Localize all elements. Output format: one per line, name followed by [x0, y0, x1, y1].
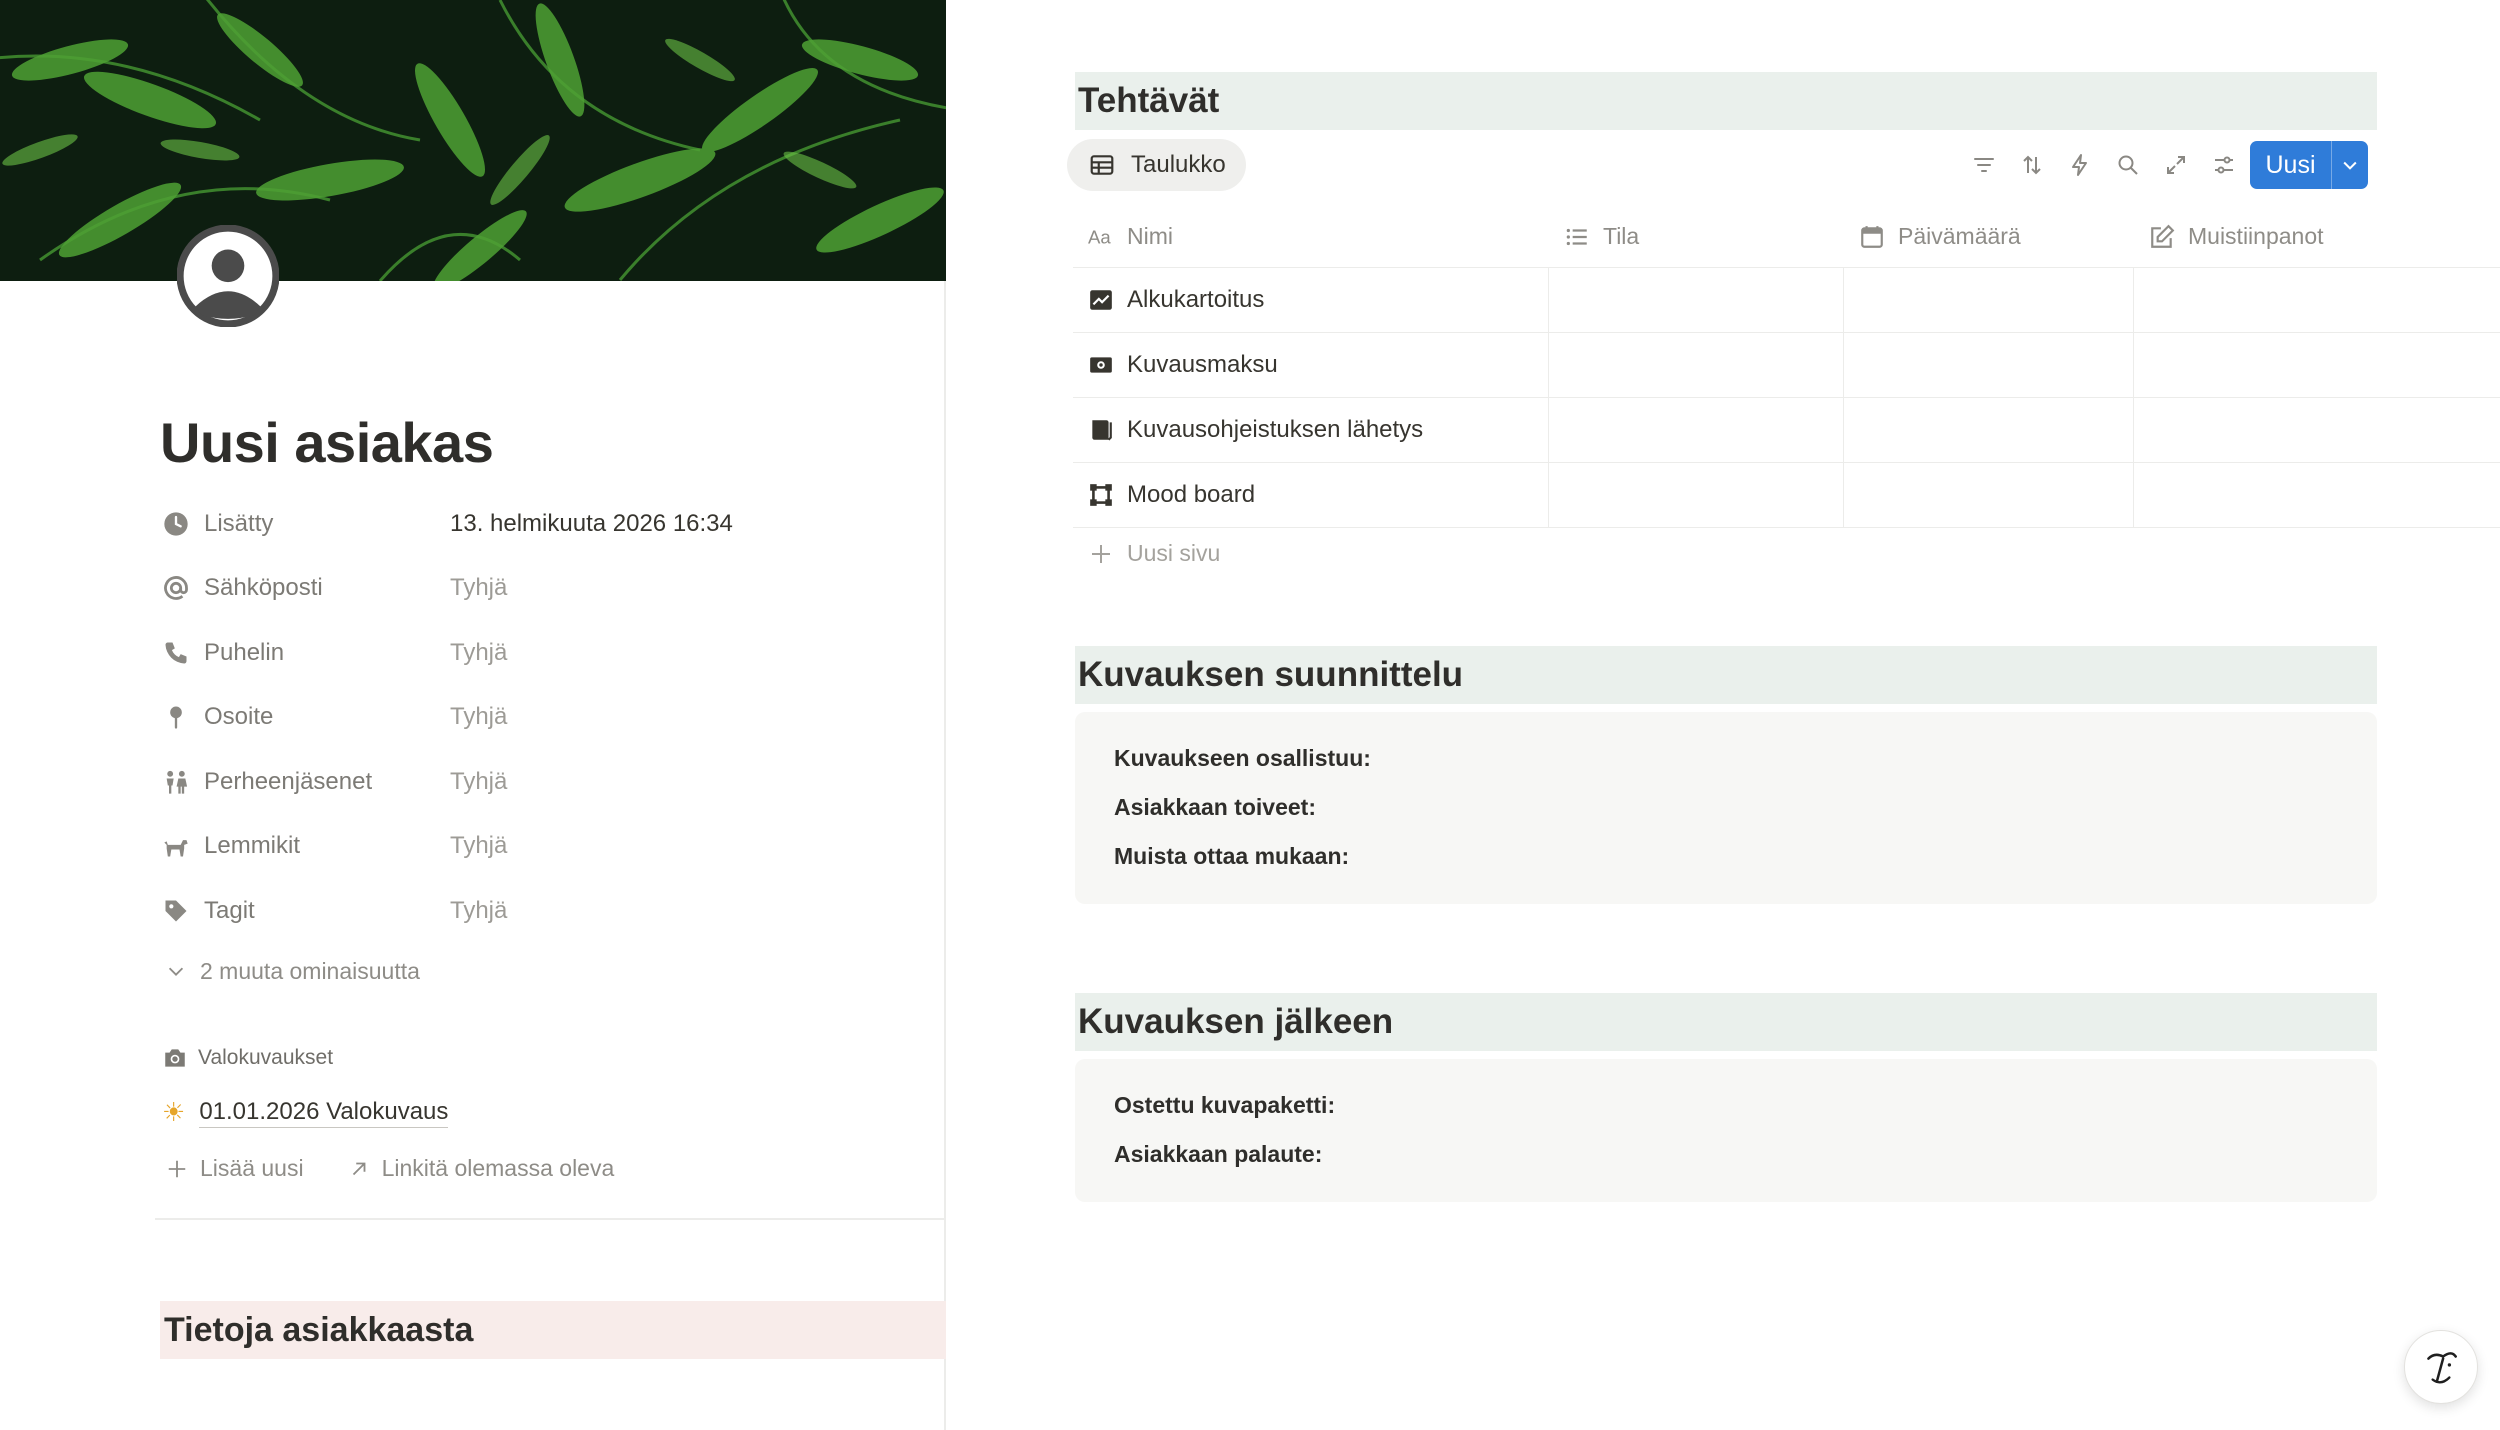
property-label: Puhelin — [204, 639, 285, 666]
ai-face-icon — [2420, 1346, 2462, 1388]
table-row[interactable] — [1073, 398, 2500, 463]
add-new-button[interactable] — [166, 1155, 304, 1182]
new-page-label: Uusi sivu — [1127, 540, 1221, 566]
column-label: Nimi — [1127, 223, 1173, 249]
edit-icon — [2148, 223, 2176, 251]
heading-text: Tietoja asiakkaasta — [164, 1310, 474, 1349]
chart-icon — [1087, 286, 1115, 314]
frame-icon — [1087, 481, 1115, 509]
row-name: Kuvausmaksu — [1127, 351, 1278, 378]
date-cell[interactable] — [1844, 398, 2134, 462]
phone-icon — [160, 637, 192, 669]
user-avatar-icon — [177, 225, 279, 327]
notes-cell[interactable] — [2134, 333, 2500, 397]
name-cell[interactable] — [1073, 333, 1549, 397]
column-header-date[interactable] — [1844, 206, 2134, 267]
clock-icon — [160, 508, 192, 540]
property-value[interactable]: Tyhjä — [450, 832, 508, 859]
link-existing-button[interactable] — [348, 1155, 615, 1182]
ai-assistant-button[interactable] — [2404, 1330, 2478, 1404]
date-cell[interactable] — [1844, 268, 2134, 332]
property-family[interactable] — [160, 757, 900, 807]
row-name: Alkukartoitus — [1127, 286, 1265, 313]
cover-image[interactable] — [0, 0, 946, 281]
relation-header[interactable] — [162, 1045, 333, 1071]
column-label: Muistiinpanot — [2188, 223, 2324, 249]
notes-cell[interactable] — [2134, 268, 2500, 332]
calendar-icon — [1858, 223, 1886, 251]
property-tags[interactable] — [160, 886, 900, 936]
view-tab-label: Taulukko — [1131, 151, 1226, 178]
text-icon — [1087, 223, 1115, 251]
list-icon — [1563, 223, 1591, 251]
dog-icon — [160, 830, 192, 862]
name-cell[interactable] — [1073, 268, 1549, 332]
chevron-down-icon[interactable] — [2332, 155, 2368, 175]
heading-text: Kuvauksen jälkeen — [1078, 1002, 1394, 1041]
money-icon — [1087, 351, 1115, 379]
tasks-table — [1073, 206, 2500, 528]
tag-icon — [160, 895, 192, 927]
property-value[interactable]: Tyhjä — [450, 574, 508, 601]
view-tab-table[interactable] — [1067, 139, 1246, 191]
status-cell[interactable] — [1549, 333, 1844, 397]
automation-bolt-icon[interactable] — [2056, 141, 2104, 189]
column-header-notes[interactable] — [2134, 206, 2500, 267]
column-label: Päivämäärä — [1898, 223, 2021, 249]
property-added[interactable] — [160, 499, 900, 549]
settings-sliders-icon[interactable] — [2200, 141, 2248, 189]
planning-heading[interactable] — [1075, 646, 2377, 704]
property-phone[interactable] — [160, 628, 900, 678]
date-cell[interactable] — [1844, 463, 2134, 527]
add-new-label: Lisää uusi — [200, 1155, 304, 1181]
more-properties-toggle[interactable] — [162, 957, 420, 985]
planning-callout[interactable] — [1075, 712, 2377, 904]
column-header-name[interactable] — [1073, 206, 1549, 267]
callout-line: Muista ottaa mukaan: — [1114, 843, 1350, 869]
notes-cell[interactable] — [2134, 398, 2500, 462]
property-label: Sähköposti — [204, 574, 323, 601]
callout-line: Asiakkaan toiveet: — [1114, 794, 1316, 820]
property-label: Perheenjäsenet — [204, 768, 373, 795]
table-icon — [1089, 152, 1115, 178]
database-toolbar — [1960, 140, 2248, 190]
svg-text:Aa: Aa — [1088, 226, 1111, 247]
column-label: Tila — [1603, 223, 1640, 249]
left-panel — [0, 0, 946, 1430]
property-label: Tagit — [204, 897, 255, 924]
client-info-heading[interactable] — [160, 1301, 946, 1359]
property-value[interactable]: Tyhjä — [450, 768, 508, 795]
arrow-up-right-icon — [348, 1158, 370, 1180]
new-button-label: Uusi — [2250, 141, 2332, 189]
table-row[interactable] — [1073, 268, 2500, 333]
page-icon[interactable] — [177, 225, 279, 327]
camera-icon — [162, 1045, 188, 1071]
new-button[interactable] — [2250, 141, 2368, 189]
heading-text: Tehtävät — [1078, 81, 1220, 120]
row-name: Mood board — [1127, 481, 1256, 508]
after-callout[interactable] — [1075, 1059, 2377, 1202]
name-cell[interactable] — [1073, 463, 1549, 527]
column-header-status[interactable] — [1549, 206, 1844, 267]
search-icon[interactable] — [2104, 141, 2152, 189]
at-icon — [160, 572, 192, 604]
after-heading[interactable] — [1075, 993, 2377, 1051]
book-icon — [1087, 416, 1115, 444]
callout-line: Kuvaukseen osallistuu: — [1114, 745, 1371, 771]
chevron-down-icon — [162, 957, 190, 985]
pin-icon — [160, 701, 192, 733]
plus-icon — [1089, 542, 1113, 566]
callout-line: Asiakkaan palaute: — [1114, 1141, 1323, 1167]
notes-cell[interactable] — [2134, 463, 2500, 527]
name-cell[interactable] — [1073, 398, 1549, 462]
status-cell[interactable] — [1549, 398, 1844, 462]
status-cell[interactable] — [1549, 463, 1844, 527]
property-email[interactable] — [160, 563, 900, 613]
relation-item[interactable] — [162, 1097, 448, 1128]
divider — [155, 1218, 945, 1220]
relation-label: Valokuvaukset — [198, 1046, 334, 1069]
heading-text: Kuvauksen suunnittelu — [1078, 655, 1464, 694]
sun-icon: ☀ — [162, 1097, 186, 1127]
more-properties-label: 2 muuta ominaisuutta — [200, 957, 420, 984]
property-value[interactable]: Tyhjä — [450, 897, 508, 924]
row-name: Kuvausohjeistuksen lähetys — [1127, 416, 1424, 443]
page-title[interactable]: Uusi asiakas — [160, 411, 494, 474]
filter-icon[interactable] — [1960, 141, 2008, 189]
new-page-button[interactable] — [1089, 540, 1220, 567]
property-value[interactable]: Tyhjä — [450, 639, 508, 666]
plus-icon — [166, 1158, 188, 1180]
tasks-heading[interactable] — [1075, 72, 2377, 130]
relation-item-text[interactable]: 01.01.2026 Valokuvaus — [199, 1098, 448, 1128]
table-row[interactable] — [1073, 463, 2500, 528]
property-value[interactable]: 13. helmikuuta 2026 16:34 — [450, 510, 733, 537]
property-pets[interactable] — [160, 821, 900, 871]
link-existing-label: Linkitä olemassa oleva — [381, 1155, 615, 1181]
property-label: Lemmikit — [204, 832, 301, 859]
date-cell[interactable] — [1844, 333, 2134, 397]
relation-actions — [166, 1155, 658, 1182]
callout-line: Ostettu kuvapaketti: — [1114, 1092, 1336, 1118]
property-label: Osoite — [204, 703, 274, 730]
sort-icon[interactable] — [2008, 141, 2056, 189]
property-address[interactable] — [160, 692, 900, 742]
table-header-row — [1073, 206, 2500, 268]
property-value[interactable]: Tyhjä — [450, 703, 508, 730]
status-cell[interactable] — [1549, 268, 1844, 332]
table-row[interactable] — [1073, 333, 2500, 398]
family-icon — [160, 766, 192, 798]
property-label: Lisätty — [204, 510, 274, 537]
expand-icon[interactable] — [2152, 141, 2200, 189]
